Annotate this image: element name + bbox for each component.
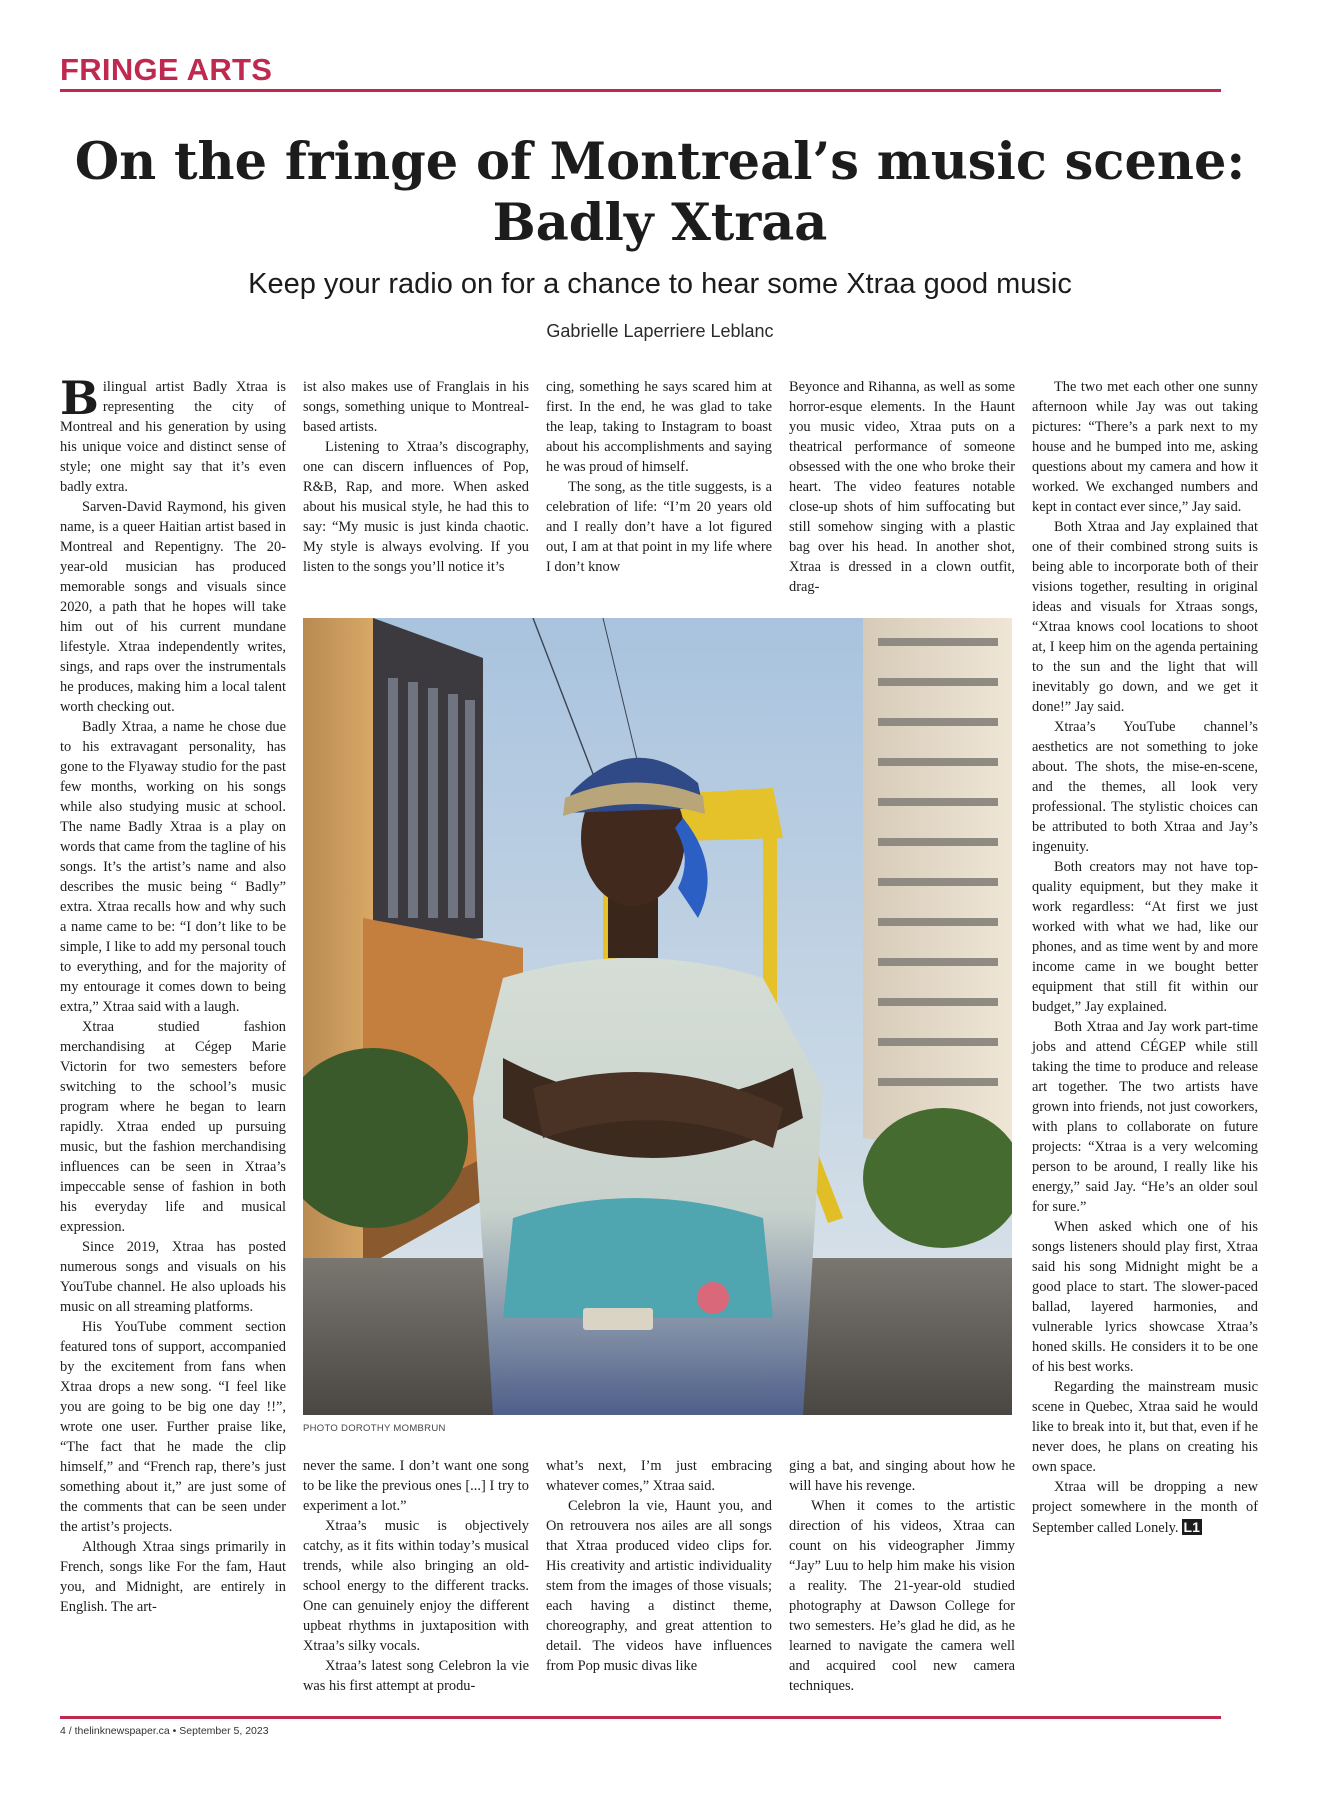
column-4-top (789, 377, 1015, 597)
article-photo (303, 618, 1012, 1415)
paragraph: Celebron la vie, Haunt you, and On retrouvera nos ailes are all songs that Xtraa produced video clips for. His creativity and artistic individuality stem from the images of those visuals; each having a distinct theme, choreography, and great attention to detail. The videos have influences from Pop music divas like (546, 1498, 772, 1674)
paragraph: Both Xtraa and Jay explained that one of their combined strong suits is being able to incorporate both of their visions together, resulting in original ideas and visuals for Xtraas songs, “Xtraa knows cool locations to shoot at, I keep him on the agenda pertaining to the sun and the light that will inevitably go down, and we get it done!” Jay said. (1032, 519, 1258, 715)
paragraph: The song, as the title suggests, is a celebration of life: “I’m 20 years old and I really don’t have a lot figured out, I am at that point in my life where I don’t know (546, 479, 772, 575)
paragraph: Xtraa will be dropping a new project somewhere in the month of September called Lonely. L1 (1032, 1479, 1258, 1536)
paragraph: Xtraa’s music is objectively catchy, as it fits within today’s musical trends, while also bringing an old-school energy to the different tracks. One can genuinely enjoy the different upbeat rhythms in juxtaposition with Xtraa’s silky vocals. (303, 1518, 529, 1654)
end-mark-logo: L1 (1183, 1519, 1200, 1535)
paragraph: Since 2019, Xtraa has posted numerous songs and visuals on his YouTube channel. He also uploads his music on all streaming platforms. (60, 1239, 286, 1315)
column-4-bottom (789, 1456, 1015, 1696)
paragraph: His YouTube comment section featured tons of support, accompanied by the excitement from fans when Xtraa drops a new song. “I feel like you are going to be big one day !!”, wrote one user. Further praise like, “The fact that he made the clip himself,” and “French rap, there’s just something about it,” are just some of the comments that can be seen under the artist’s projects. (60, 1319, 286, 1535)
headline-line-2: Badly Xtraa (492, 193, 828, 253)
paragraph: never the same. I don’t want one song to be like the previous ones [...] I try to experiment a lot.” (303, 1458, 529, 1514)
photo-credit: PHOTO DOROTHY MOMBRUN (303, 1423, 446, 1434)
paragraph: Xtraa’s latest song Celebron la vie was his first attempt at produ- (303, 1658, 529, 1694)
portrait-illustration (303, 618, 1012, 1415)
paragraph: Both Xtraa and Jay work part-time jobs and attend CÉGEP while still taking the time to produce and release art together. The two artists have grown into friends, not just coworkers, with plans to collaborate on future projects: “Xtraa is a very welcoming person to be around, I really like his energy,” said Jay. “He’s an older soul for sure.” (1032, 1019, 1258, 1215)
paragraph: Listening to Xtraa’s discography, one can discern influences of Pop, R&B, Rap, and more. When asked about his musical style, he had this to say: “My music is just kinda chaotic. My style is always evolving. If you listen to the songs you’ll notice it’s (303, 439, 529, 575)
paragraph: Sarven-David Raymond, his given name, is a queer Haitian artist based in Montreal and Repentigny. The 20-year-old musician has produced memorable songs and visuals since 2020, a path that he hopes will take him out of his current mundane lifestyle. Xtraa independently writes, sings, and raps over the instrumentals he produces, making him a local talent worth checking out. (60, 499, 286, 715)
column-5 (1032, 377, 1258, 1538)
paragraph: cing, something he says scared him at first. In the end, he was glad to take the leap, taking to Instagram to boast about his accomplishments and saying he was proud of himself. (546, 379, 772, 475)
paragraph: Badly Xtraa, a name he chose due to his extravagant personality, has gone to the Flyaway studio for the past few months, working on his songs while also studying music at school. The name Badly Xtraa is a play on words that came from the tagline of his songs. It’s the artist’s name and also describes the music being “ Badly” extra. Xtraa recalls how and why such a name came to be: “I don’t like to be simple, I like to add my personal touch to everything, and for the majority of my entourage it comes down to being extra,” Xtraa said with a laugh. (60, 719, 286, 1015)
deck: Keep your radio on for a chance to hear some Xtraa good music (248, 268, 1072, 300)
paragraph: Bilingual artist Badly Xtraa is representing the city of Montreal and his generation by using his unique voice and distinct sense of style; one might say that it’s even badly extra. (60, 371, 286, 495)
column-1 (60, 371, 286, 1617)
headline (60, 132, 1260, 254)
headline-line-1: On the fringe of Montreal’s music scene: (74, 132, 1246, 192)
column-2-top (303, 377, 529, 577)
column-2-bottom (303, 1456, 529, 1696)
paragraph: what’s next, I’m just embracing whatever comes,” Xtraa said. (546, 1458, 772, 1494)
paragraph: When asked which one of his songs listeners should play first, Xtraa said his song Midnight might be a good place to start. The slower-paced ballad, layered harmonies, and vulnerable lyrics showcase Xtraa’s honed skills. He considers it to be one of his best works. (1032, 1219, 1258, 1375)
section-label: FRINGE ARTS (60, 52, 273, 87)
paragraph: Xtraa’s YouTube channel’s aesthetics are not something to joke about. The shots, the mise-en-scene, and the themes, all look very professional. The stylistic choices can be attributed to both Xtraa and Jay’s ingenuity. (1032, 719, 1258, 855)
paragraph: Beyonce and Rihanna, as well as some horror-esque elements. In the Haunt you music video, Xtraa puts on a theatrical performance of someone obsessed with the one who broke their heart. The video features notable close-up shots of him suffocating but still somehow singing with a plastic bag over his head. In another shot, Xtraa is dressed in a clown outfit, drag- (789, 379, 1015, 595)
top-rule (60, 89, 1221, 92)
paragraph: Regarding the mainstream music scene in Quebec, Xtraa said he would like to break into it, but that, even if he never does, he plans on creating his own space. (1032, 1379, 1258, 1475)
column-3-top (546, 377, 772, 577)
bottom-rule (60, 1716, 1221, 1719)
paragraph: When it comes to the artistic direction of his videos, Xtraa can count on his videographer Jimmy “Jay” Luu to help him make his vision a reality. The 21-year-old studied photography at Dawson College for two semesters. He’s glad he did, as he learned to navigate the camera well and acquired cool new camera techniques. (789, 1498, 1015, 1694)
byline: Gabrielle Laperriere Leblanc (546, 321, 774, 341)
paragraph: Although Xtraa sings primarily in French, songs like For the fam, Haut you, and Midnight, are entirely in English. The art- (60, 1539, 286, 1615)
column-3-bottom (546, 1456, 772, 1676)
paragraph: ging a bat, and singing about how he will have his revenge. (789, 1458, 1015, 1494)
paragraph: Both creators may not have top-quality equipment, but they make it work regardless: “At first we just worked with what we had, like our phones, and as time went by and more income came in we bought better equipment that still fit within our budget,” Jay explained. (1032, 859, 1258, 1015)
page-footer: 4 / thelinknewspaper.ca • September 5, 2023 (60, 1725, 269, 1737)
paragraph: ist also makes use of Franglais in his songs, something unique to Montreal-based artists. (303, 379, 529, 435)
paragraph: The two met each other one sunny afternoon while Jay was out taking pictures: “There’s a park next to my house and he bumped into me, asking questions about my camera and how it worked. We exchanged numbers and kept in contact ever since,” Jay said. (1032, 379, 1258, 515)
drop-cap: B (60, 371, 99, 425)
paragraph: Xtraa studied fashion merchandising at Cégep Marie Victorin for two semesters before switching to the school’s music program where he began to learn rapidly. Xtraa ended up pursuing music, but the fashion merchandising influences can be seen in Xtraa’s impeccable sense of fashion in both his everyday life and musical expression. (60, 1019, 286, 1235)
